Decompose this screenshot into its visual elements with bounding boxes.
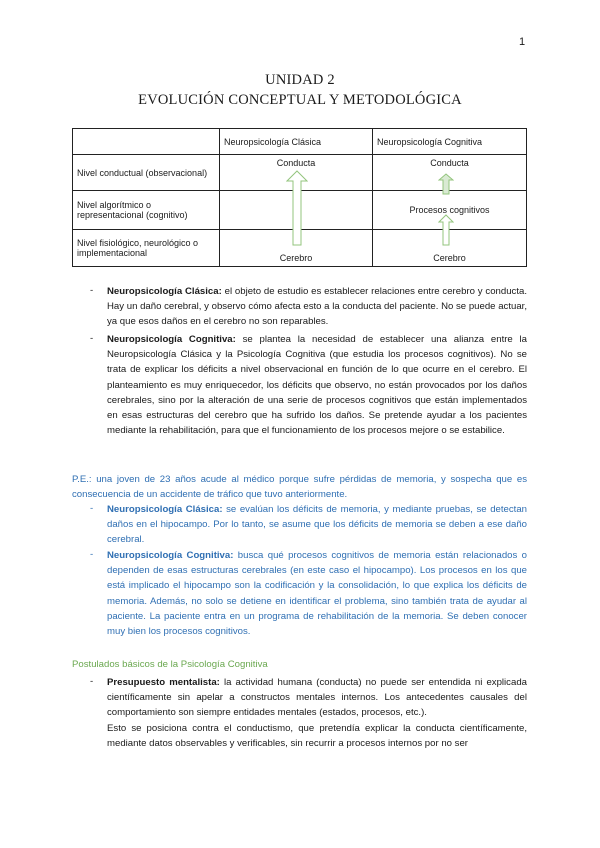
example-intro: P.E.: una joven de 23 años acude al médico porque sufre pérdidas de memoria, y sospecha que es consecuencia de un accidente de tráfico que tuvo anteriormente. (72, 474, 527, 501)
bullet-text: la actividad humana (conducta) no puede ser entendida ni explicada científicamente sin apelar a constructos mentales internos. Los antecedentes causales del comportamiento son siempre entidades mentales (estados, procesos, etc.). (107, 677, 527, 719)
row-label: Nivel algorítmico o representacional (cognitivo) (73, 191, 220, 230)
page-number: 1 (519, 36, 526, 48)
bullet-dash: - (90, 333, 94, 344)
bullet-dash: - (90, 676, 94, 687)
section-heading: Postulados básicos de la Psicología Cognitiva (72, 659, 268, 670)
cell-cognitiva: Cerebro (373, 230, 527, 267)
cell-clasica: Conducta (220, 155, 373, 191)
row-label: Nivel fisiológico, neurológico o implementacional (73, 230, 220, 267)
table-header-clasica: Neuropsicología Clásica (220, 129, 373, 155)
unit-title: UNIDAD 2 (265, 72, 335, 88)
bullet-dash: - (90, 285, 94, 296)
cell-cognitiva: Conducta (373, 155, 527, 191)
postulado-mentalista (107, 675, 527, 721)
bullet-term: Neuropsicología Clásica: (107, 286, 222, 297)
bullet-term: Neuropsicología Clásica: (107, 504, 223, 515)
bullet-term: Neuropsicología Cognitiva: (107, 334, 236, 345)
bullet-text: se plantea la necesidad de establecer una alianza entre la Neuropsicología Clásica y la Psicología Cognitiva (que estudia los procesos cognitivos). No se trata de explicar los déficits a nivel observacional en función de lo que ocurre en el cerebro. El planteamiento es muy enriquecedor, los déficits que observo, no están provocados por los daños cerebrales, sino por la alteración de una serie de procesos cognitivos que están implementados en esas estructuras del cerebro que ha sufrido los daños. Se pretende ayudar a los pacientes mediante la rehabilitación, para que el funcionamiento de los procesos mejore o se estabilice. (107, 334, 527, 437)
table-header-row (73, 129, 527, 155)
bullet-text: el objeto de estudio es establecer relaciones entre cerebro y conducta. Hay un daño cerebral, y observo cómo afecta esto a la conducta del paciente. No se puede actuar, ya que esos daños en el cerebro no son reparables. (107, 286, 527, 328)
arrow-up-icon (438, 173, 454, 195)
unit-subtitle: EVOLUCIÓN CONCEPTUAL Y METODOLÓGICA (138, 92, 462, 108)
example-bullet-clasica (107, 502, 527, 548)
bullet-text: busca qué procesos cognitivos de memoria están relacionados o dependen de esas estructuras cerebrales (en este caso el hipocampo). Los procesos en los que está implicado el hipocampo son la codificación y la consolidación, lo que explica los déficits de memoria. Además, no solo se detiene en identificar el problema, sino también trata de ayudar al paciente. La paciente entra en un programa de rehabilitación de la memoria. Se deben conocer muy bien los procesos cognitivos. (107, 550, 527, 638)
row-label: Nivel conductual (observacional) (73, 155, 220, 191)
cell-cognitiva: Procesos cognitivos (373, 191, 527, 230)
bullet-cognitiva (107, 332, 527, 438)
bullet-clasica (107, 284, 527, 330)
example-bullet-cognitiva (107, 548, 527, 639)
bullet-term: Presupuesto mentalista: (107, 677, 220, 688)
table-header-cognitiva: Neuropsicología Cognitiva (373, 129, 527, 155)
bullet-dash: - (90, 503, 94, 514)
arrow-up-icon (286, 170, 308, 246)
bullet-term: Neuropsicología Cognitiva: (107, 550, 234, 561)
continuation-paragraph: Esto se posiciona contra el conductismo, que pretendía explicar la conducta científicamente, mediante datos observables y verificables, sin recurrir a procesos internos por no ser (107, 723, 527, 750)
arrow-up-icon (438, 214, 454, 246)
table-header-empty (73, 129, 220, 155)
bullet-text: se evalúan los déficits de memoria, y mediante pruebas, se detectan daños en el hipocampo. Por lo tanto, se asume que los déficits de memoria se deben a ese daño cerebral. (107, 504, 528, 546)
cell-clasica: Cerebro (220, 230, 373, 267)
bullet-dash: - (90, 549, 94, 560)
